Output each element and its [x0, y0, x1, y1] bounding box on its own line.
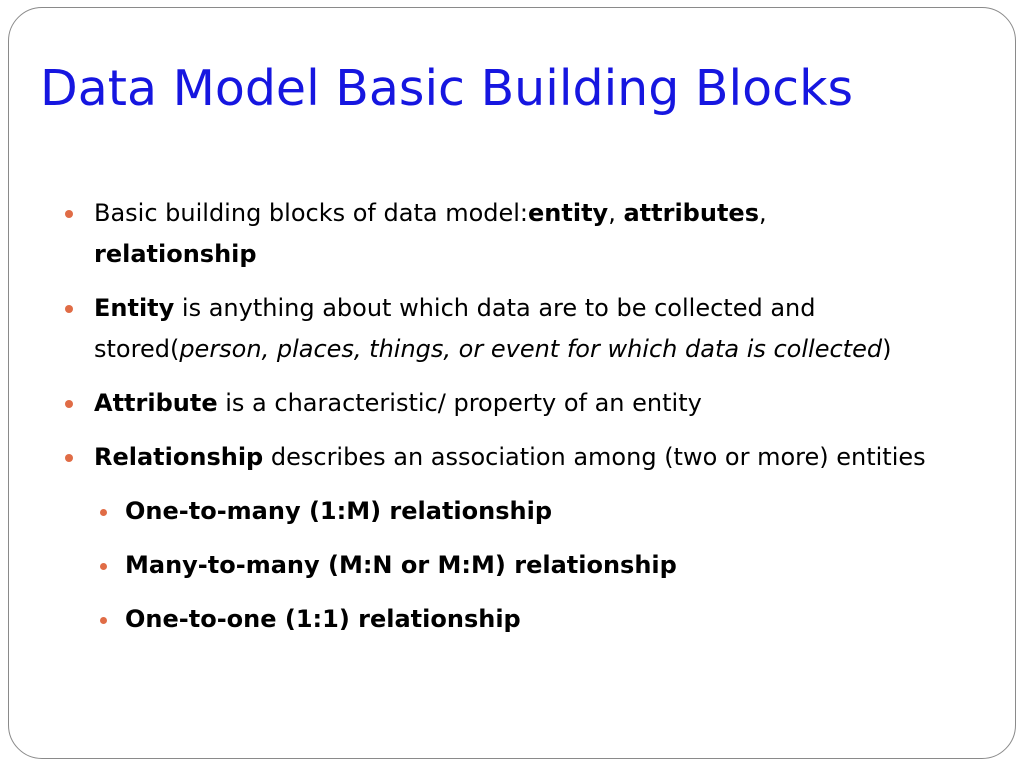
term-attribute: Attribute — [94, 389, 218, 417]
bullet-item-relationship — [62, 437, 962, 478]
closing-paren: ) — [882, 335, 892, 363]
bullet-dot-icon — [65, 400, 73, 408]
term-relationship: relationship — [94, 240, 257, 268]
separator: , — [608, 199, 624, 227]
separator: , — [758, 199, 767, 227]
bullet-dot-icon — [100, 563, 107, 570]
bullet-item-building-blocks — [62, 193, 962, 275]
sub-bullet-one-to-one — [62, 599, 962, 640]
sub-bullet-many-to-many — [62, 545, 962, 586]
bullet-item-entity — [62, 288, 962, 370]
sub-bullet-text: Many-to-many (M:N or M:M) relationship — [125, 551, 677, 579]
sub-bullet-text: One-to-one (1:1) relationship — [125, 605, 521, 633]
bullet-list — [62, 193, 962, 653]
sub-bullet-one-to-many — [62, 491, 962, 532]
entity-examples: person, places, things, or event for which data is collected — [179, 335, 883, 363]
slide-frame — [8, 7, 1016, 759]
bullet-dot-icon — [100, 617, 107, 624]
term-relationship: Relationship — [94, 443, 264, 471]
term-entity: entity — [528, 199, 609, 227]
slide-title: Data Model Basic Building Blocks — [40, 60, 853, 117]
term-entity: Entity — [94, 294, 175, 322]
bullet-dot-icon — [65, 210, 73, 218]
bullet-text: Basic building blocks of data model: — [94, 199, 529, 227]
bullet-dot-icon — [65, 454, 73, 462]
bullet-dot-icon — [100, 509, 107, 516]
bullet-text: describes an association among (two or more) entities — [263, 443, 926, 471]
bullet-text: is a characteristic/ property of an entity — [217, 389, 702, 417]
bullet-dot-icon — [65, 305, 73, 313]
sub-bullet-text: One-to-many (1:M) relationship — [125, 497, 552, 525]
bullet-item-attribute — [62, 383, 962, 424]
term-attributes: attributes — [623, 199, 759, 227]
bullet-text: is anything about which data are to be collected and stored( — [94, 294, 816, 363]
